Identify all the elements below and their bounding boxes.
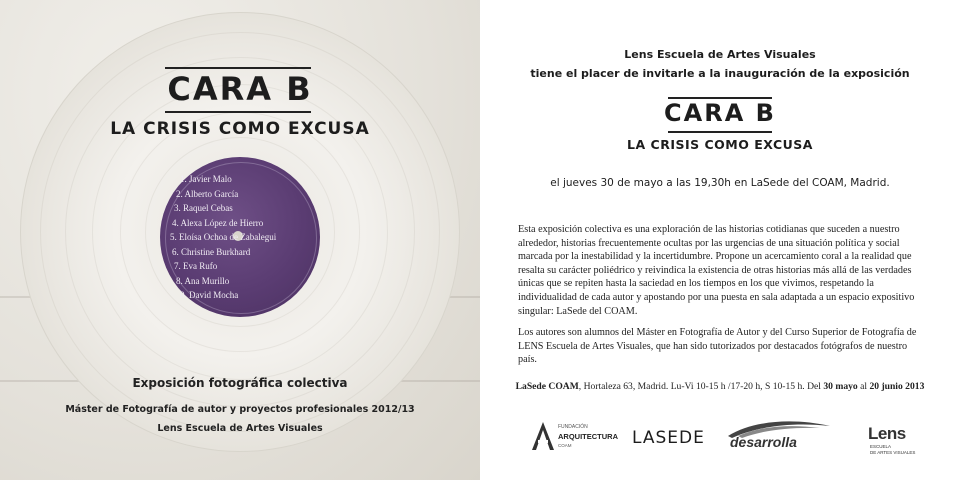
- date-start: 30 mayo: [823, 381, 858, 392]
- lens-sub-line1: ESCUELA: [870, 444, 892, 449]
- cover-title: CARA B: [167, 70, 313, 108]
- venue-line: [480, 381, 960, 392]
- fundacion-line1: FUNDACIÓN: [558, 423, 588, 430]
- artist-item: 5. Eloísa Ochoa de Zabalegui: [170, 232, 277, 242]
- artist-list: [170, 172, 276, 303]
- artist-item: 3. Raquel Cebas: [174, 203, 233, 213]
- desarrolla-logo: [724, 418, 834, 452]
- lens-sub-line2: DE ARTES VISUALES: [870, 449, 916, 455]
- fundacion-line2: ARQUITECTURA: [558, 431, 618, 441]
- artist-item: 8. Ana Murillo: [176, 275, 230, 286]
- invite-line: tiene el placer de invitarle a la inauguración de la exposición: [530, 67, 910, 80]
- lens-logo: [864, 424, 924, 460]
- artist-item: 2. Alberto García: [176, 188, 239, 199]
- organizer-line: Lens Escuela de Artes Visuales: [624, 48, 816, 61]
- lasede-logo: LASEDE: [632, 428, 705, 448]
- exhibition-type: Exposición fotográfica colectiva: [132, 376, 348, 390]
- authors-paragraph: Los autores son alumnos del Máster en Fotografía de Autor y del Curso Superior de Fotografía de LENS Escuela de Artes Visuales, que han sido tutorizados por destacados fotógrafos de nuestro país.: [518, 327, 917, 366]
- invite-title-rule-bottom: [668, 131, 772, 133]
- fundacion-arquitectura-logo: [530, 420, 618, 452]
- title-rule-bottom: [165, 111, 311, 113]
- venue-details: , Hortaleza 63, Madrid. Lu-Vi 10-15 h /17-20 h, S 10-15 h. Del: [578, 381, 824, 392]
- school-name: Lens Escuela de Artes Visuales: [157, 423, 323, 434]
- cover-subtitle: LA CRISIS COMO EXCUSA: [110, 119, 370, 139]
- title-rule-top: [165, 67, 311, 69]
- artist-item: 1. Javier Malo: [180, 174, 232, 184]
- program-name: Máster de Fotografía de autor y proyectos profesionales 2012/13: [65, 404, 415, 415]
- date-end: 20 junio 2013: [869, 381, 925, 392]
- fundacion-text: [558, 423, 618, 450]
- date-join: al: [857, 381, 870, 392]
- artist-item: 7. Eva Rufo: [174, 261, 218, 271]
- venue-name: LaSede COAM: [515, 381, 579, 392]
- desarrolla-word: desarrolla: [730, 434, 797, 450]
- description-paragraph: Esta exposición colectiva es una exploración de las historias cotidianas que suceden a nuestro alrededor, historias frecuentemente ocultas por las urgencias de una situación política y social marcada por la inestabilidad y la incertidumbre. Propone un acercamiento coral a la realidad que resalta su carácter poliédrico y reivindica la existencia de otras historias más allá de las verdades únicas que se repiten hasta la saciedad en los tiempos en los que vivimos, respetando la individualidad de cada autor y apostando por una puesta en sala adaptada a un espacio expositivo singular: LaSede del COAM.: [518, 224, 915, 317]
- triangle-a-icon: [530, 420, 556, 452]
- lens-subtext: [870, 444, 915, 455]
- invite-subtitle: LA CRISIS COMO EXCUSA: [627, 137, 813, 152]
- opening-date: el jueves 30 de mayo a las 19,30h en LaSede del COAM, Madrid.: [550, 177, 890, 189]
- artist-item: 6. Christine Burkhard: [172, 246, 251, 257]
- artist-item: 4. Alexa López de Hierro: [172, 217, 264, 228]
- fundacion-line3: COAM: [558, 442, 572, 448]
- artist-item: 9. David Mocha: [180, 290, 239, 300]
- lens-word: Lens: [868, 424, 906, 443]
- invite-title: CARA B: [664, 99, 776, 127]
- invitation-panel: [480, 0, 960, 480]
